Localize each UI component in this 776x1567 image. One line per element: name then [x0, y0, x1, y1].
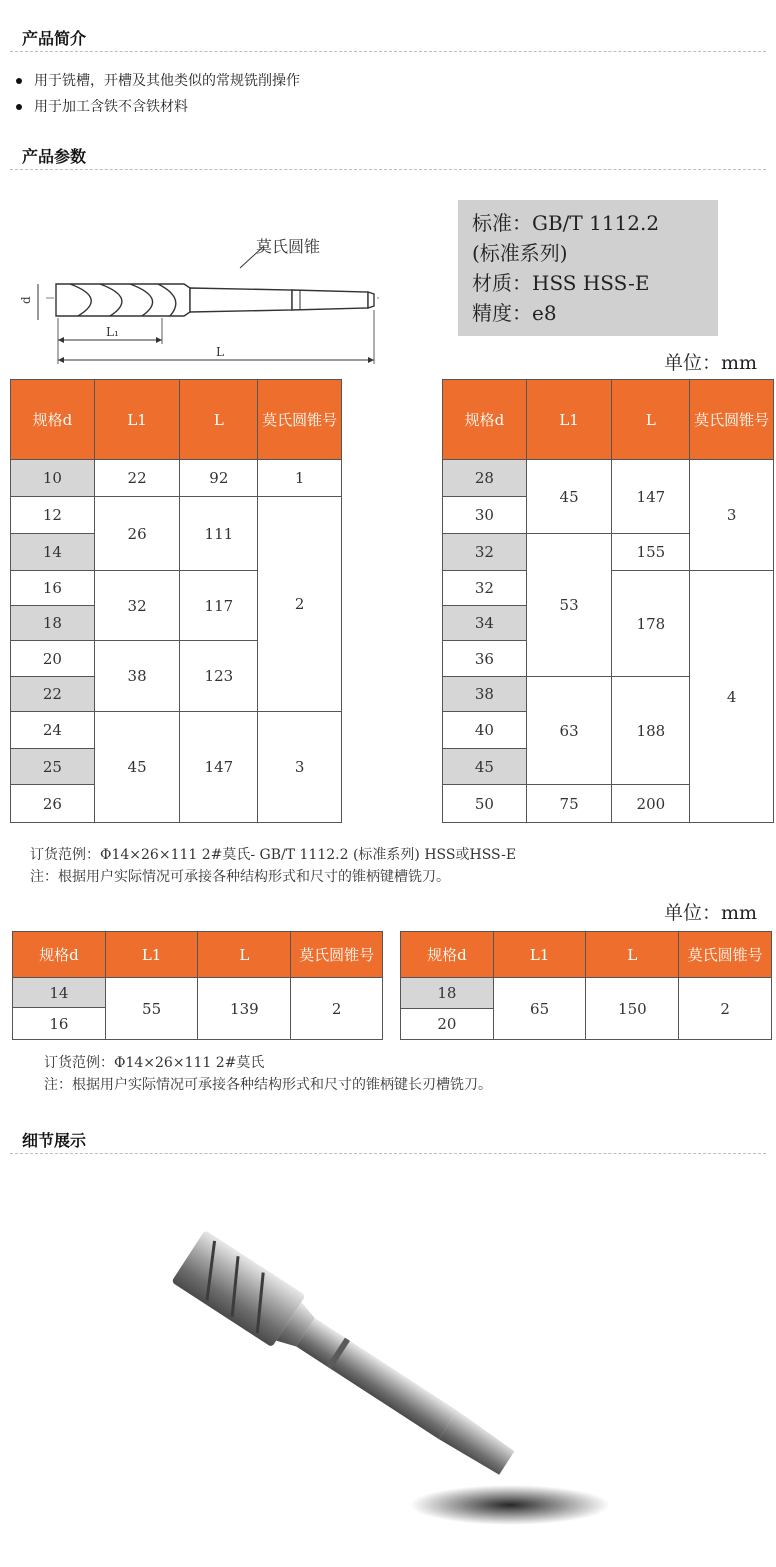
table-cell-taper: 2	[291, 978, 383, 1040]
table-cell-d: 20	[401, 1009, 494, 1040]
unit-label: 单位：mm	[664, 902, 758, 924]
table-cell-l: 150	[586, 978, 679, 1040]
diagram-label-l: L	[216, 345, 224, 359]
table-cell-d: 34	[443, 606, 527, 641]
table-header-l: L	[198, 932, 291, 978]
table-cell-l1: 22	[94, 460, 180, 497]
table-cell-l: 92	[180, 460, 258, 497]
table-cell-l: 111	[180, 497, 258, 571]
table-header-d: 规格d	[11, 380, 95, 460]
section-divider	[10, 51, 766, 52]
table-cell-taper: 1	[258, 460, 342, 497]
diagram-cutter-head	[56, 284, 190, 316]
table-header-taper: 莫氏圆锥号	[291, 932, 383, 978]
table-cell-l: 178	[612, 571, 690, 677]
spec-box	[458, 200, 718, 336]
table-cell-l1: 45	[526, 460, 612, 534]
table-cell-l: 155	[612, 534, 690, 571]
diagram-label-taper: 莫氏圆锥	[256, 237, 321, 256]
spec-series: (标准系列)	[472, 241, 568, 265]
table-cell-taper: 3	[258, 712, 342, 823]
table-cell-l1: 38	[94, 641, 180, 712]
table-cell-l: 117	[180, 571, 258, 641]
table-cell-taper: 2	[679, 978, 772, 1040]
table-header-l: L	[612, 380, 690, 460]
intro-bullet-list	[16, 68, 300, 120]
table-cell-d: 18	[401, 978, 494, 1009]
table-header-l: L	[180, 380, 258, 460]
spec-standard: 标准：GB/T 1112.2	[472, 211, 660, 235]
section-divider	[10, 1153, 766, 1154]
table-header-taper: 莫氏圆锥号	[258, 380, 342, 460]
table-cell-d: 45	[443, 749, 527, 785]
order-example-note: 订货范例：Φ14×26×111 2#莫氏	[44, 1055, 265, 1071]
spec-table-4	[400, 931, 772, 1040]
table-header-d: 规格d	[443, 380, 527, 460]
table-cell-taper: 3	[690, 460, 774, 571]
spec-table-2	[442, 379, 774, 823]
table-header-taper: 莫氏圆锥号	[679, 932, 772, 978]
table-cell-d: 14	[13, 978, 106, 1008]
spec-material: 材质：HSS HSS-E	[472, 271, 650, 295]
table-cell-d: 12	[11, 497, 95, 534]
table-header-l1: L1	[94, 380, 180, 460]
table-cell-l1: 26	[94, 497, 180, 571]
table-cell-l: 188	[612, 677, 690, 785]
table-cell-d: 32	[443, 534, 527, 571]
table-header-taper: 莫氏圆锥号	[690, 380, 774, 460]
table-cell-l: 139	[198, 978, 291, 1040]
intro-bullet-item: 用于铣槽，开槽及其他类似的常规铣削操作	[16, 68, 300, 94]
table-cell-l1: 55	[105, 978, 198, 1040]
remark-note: 注：根据用户实际情况可承接各种结构形式和尺寸的锥柄键槽铣刀。	[30, 869, 450, 885]
cutter-drawing-diagram	[18, 232, 398, 372]
table-cell-l: 147	[612, 460, 690, 534]
table-cell-l: 200	[612, 785, 690, 823]
table-cell-d: 18	[11, 606, 95, 641]
order-example-note: 订货范例：Φ14×26×111 2#莫氏- GB/T 1112.2 (标准系列) HSS或HSS-E	[30, 847, 517, 863]
table-cell-d: 50	[443, 785, 527, 823]
table-cell-l1: 75	[526, 785, 612, 823]
diagram-taper	[292, 290, 368, 310]
section-divider	[10, 169, 766, 170]
spec-precision: 精度：e8	[472, 301, 557, 325]
table-cell-d: 40	[443, 712, 527, 749]
table-cell-d: 16	[13, 1008, 106, 1040]
intro-bullet-item: 用于加工含铁不含铁材料	[16, 94, 300, 120]
table-cell-d: 14	[11, 534, 95, 571]
table-cell-d: 32	[443, 571, 527, 606]
table-header-l1: L1	[526, 380, 612, 460]
table-cell-l1: 53	[526, 534, 612, 677]
spec-table-3	[12, 931, 383, 1040]
table-header-d: 规格d	[13, 932, 106, 978]
remark-note: 注：根据用户实际情况可承接各种结构形式和尺寸的锥柄键长刃槽铣刀。	[44, 1077, 492, 1093]
table-cell-d: 28	[443, 460, 527, 497]
unit-label: 单位：mm	[664, 352, 758, 374]
table-cell-d: 20	[11, 641, 95, 677]
table-header-l1: L1	[105, 932, 198, 978]
table-cell-l1: 65	[493, 978, 586, 1040]
table-cell-d: 10	[11, 460, 95, 497]
table-cell-taper: 4	[690, 571, 774, 823]
table-header-d: 规格d	[401, 932, 494, 978]
table-cell-d: 36	[443, 641, 527, 677]
table-cell-taper: 2	[258, 497, 342, 712]
table-cell-d: 26	[11, 785, 95, 823]
diagram-label-d: d	[19, 296, 33, 304]
table-cell-d: 38	[443, 677, 527, 712]
photo-shadow	[410, 1485, 610, 1525]
table-cell-d: 25	[11, 749, 95, 785]
product-photo	[150, 1200, 620, 1540]
table-cell-l1: 63	[526, 677, 612, 785]
spec-table-1	[10, 379, 342, 823]
diagram-label-l1: L₁	[106, 325, 119, 339]
table-cell-l: 123	[180, 641, 258, 712]
table-cell-l: 147	[180, 712, 258, 823]
table-header-l: L	[586, 932, 679, 978]
table-cell-d: 16	[11, 571, 95, 606]
table-cell-d: 30	[443, 497, 527, 534]
photo-shank	[296, 1318, 457, 1439]
table-cell-d: 24	[11, 712, 95, 749]
section-title-intro: 产品简介	[22, 29, 87, 48]
table-cell-d: 22	[11, 677, 95, 712]
diagram-shank	[190, 288, 292, 312]
diagram-tang	[368, 292, 374, 308]
section-title-params: 产品参数	[22, 147, 87, 166]
table-header-l1: L1	[493, 932, 586, 978]
section-title-detail: 细节展示	[22, 1131, 87, 1150]
table-cell-l1: 45	[94, 712, 180, 823]
table-cell-l1: 32	[94, 571, 180, 641]
